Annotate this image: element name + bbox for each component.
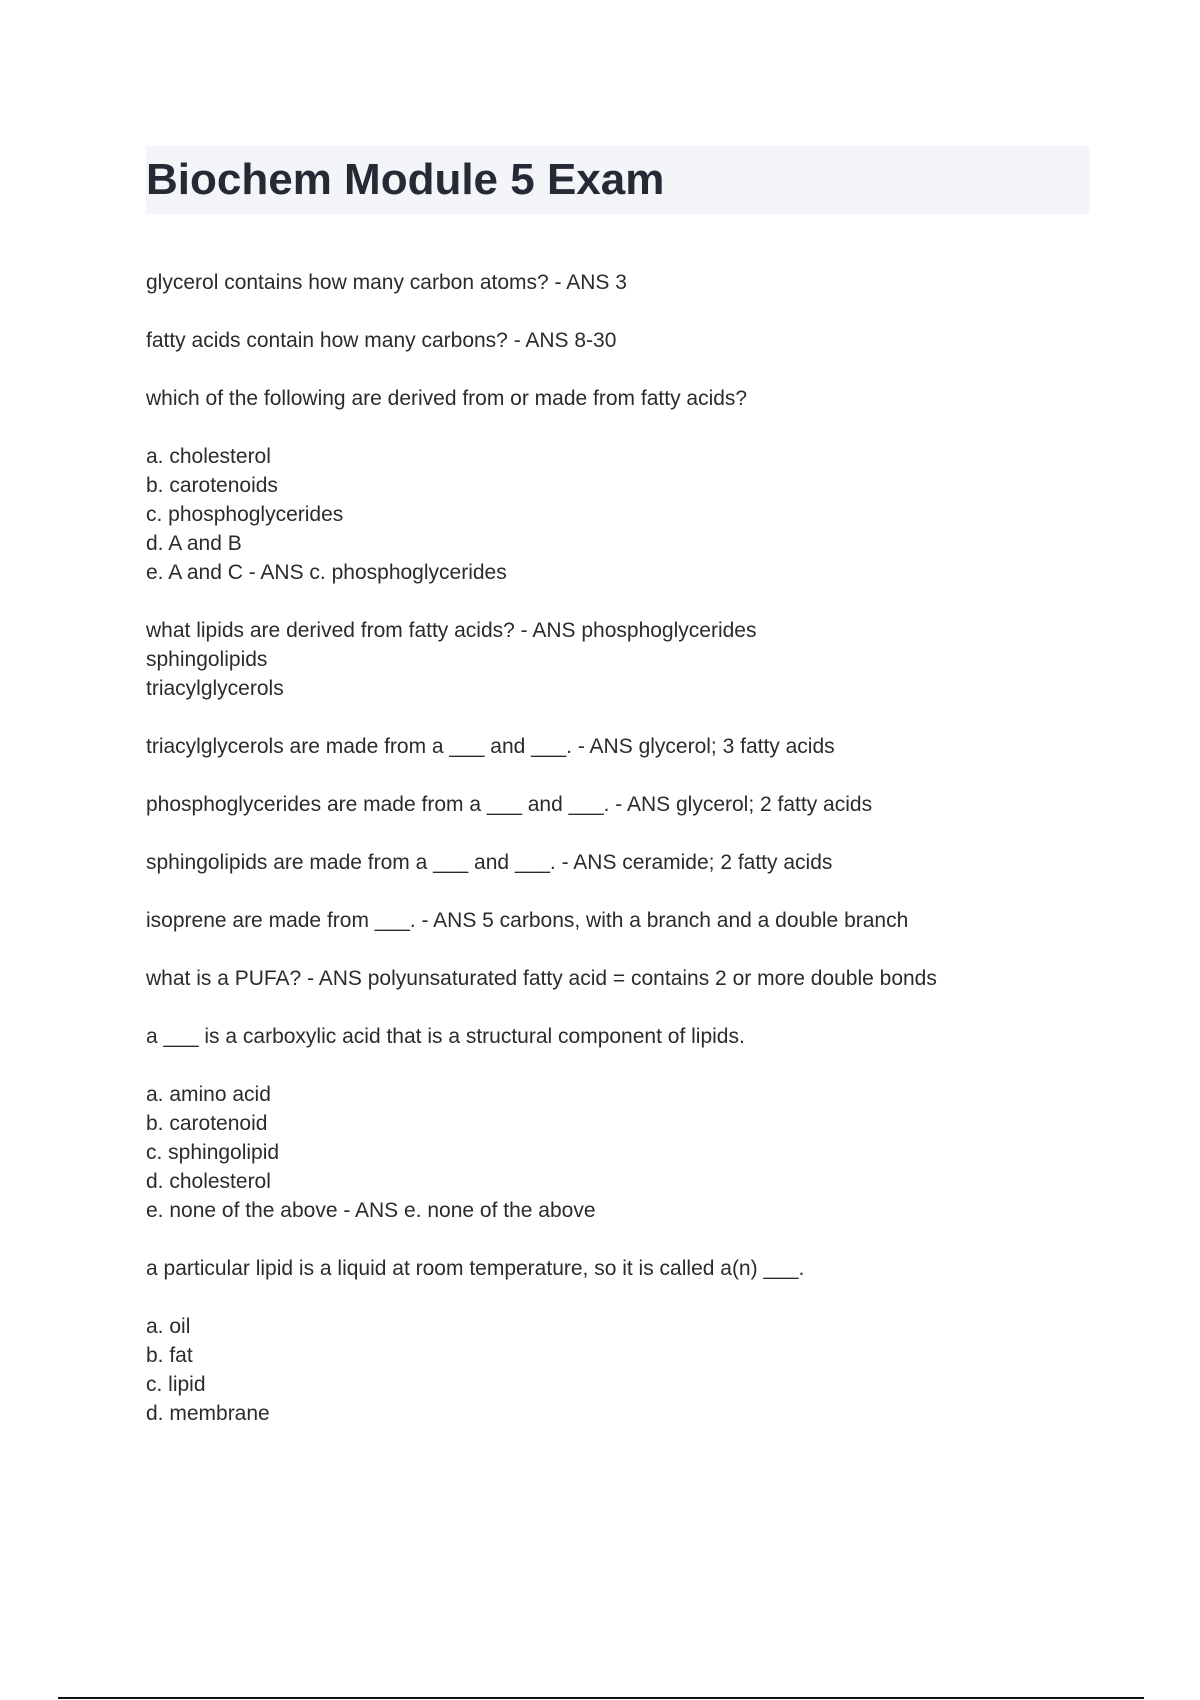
footer-divider [58,1697,1144,1699]
text-line: triacylglycerols [146,677,284,700]
question-block [146,964,1090,993]
text-line: a particular lipid is a liquid at room temperature, so it is called a(n) ___. [146,1257,805,1280]
document-content [146,268,1090,1457]
answer-options [146,1312,1090,1428]
answer-options [146,442,1090,587]
text-line: phosphoglycerides are made from a ___ and ___. - ANS glycerol; 2 fatty acids [146,793,873,816]
text-line: what is a PUFA? - ANS polyunsaturated fatty acid = contains 2 or more double bonds [146,967,937,990]
question-block [146,732,1090,761]
question-block [146,1254,1090,1283]
option-line: b. carotenoids [146,474,278,497]
text-line: isoprene are made from ___. - ANS 5 carbons, with a branch and a double branch [146,909,909,932]
question-block [146,268,1090,297]
question-block [146,616,1090,703]
question-block [146,848,1090,877]
option-line: b. carotenoid [146,1112,268,1135]
question-block [146,906,1090,935]
option-line: c. sphingolipid [146,1141,280,1164]
option-line: a. oil [146,1315,191,1338]
text-line: sphingolipids are made from a ___ and ___. - ANS ceramide; 2 fatty acids [146,851,833,874]
option-line: e. A and C - ANS c. phosphoglycerides [146,561,507,584]
text-line: a ___ is a carboxylic acid that is a structural component of lipids. [146,1025,745,1048]
text-line: triacylglycerols are made from a ___ and ___. - ANS glycerol; 3 fatty acids [146,735,835,758]
text-line: glycerol contains how many carbon atoms? - ANS 3 [146,271,627,294]
option-line: c. phosphoglycerides [146,503,344,526]
question-block [146,790,1090,819]
text-line: sphingolipids [146,648,268,671]
option-line: b. fat [146,1344,193,1367]
option-line: a. amino acid [146,1083,271,1106]
question-block [146,384,1090,413]
option-line: a. cholesterol [146,445,271,468]
question-block [146,326,1090,355]
text-line: fatty acids contain how many carbons? - ANS 8-30 [146,329,617,352]
text-line: which of the following are derived from or made from fatty acids? [146,387,748,410]
option-line: c. lipid [146,1373,206,1396]
text-line: what lipids are derived from fatty acids? - ANS phosphoglycerides [146,619,757,642]
option-line: d. membrane [146,1402,270,1425]
option-line: d. cholesterol [146,1170,271,1193]
option-line: e. none of the above - ANS e. none of the above [146,1199,596,1222]
answer-options [146,1080,1090,1225]
page-title: Biochem Module 5 Exam [146,155,665,204]
option-line: d. A and B [146,532,242,555]
question-block [146,1022,1090,1051]
title-bar [146,146,1090,214]
